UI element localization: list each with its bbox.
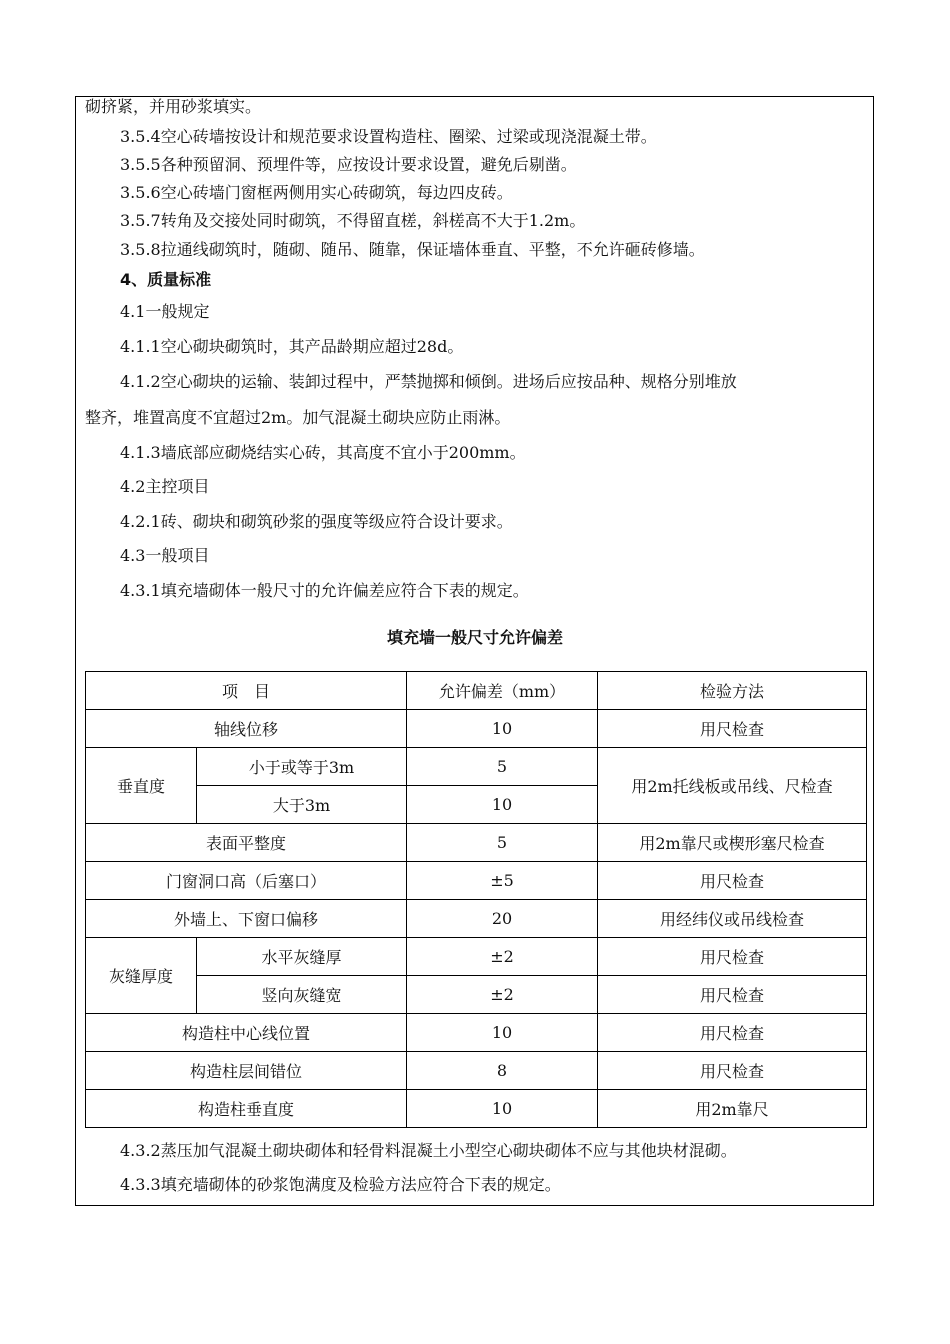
paragraph-4-1-2-continued: 整齐，堆置高度不宜超过2m。加气混凝土砌块应防止雨淋。 <box>85 408 511 427</box>
row-method: 用尺检查 <box>598 1052 867 1090</box>
paragraph-4-1-2: 4.1.2空心砌块的运输、装卸过程中，严禁抛掷和倾倒。进场后应按品种、规格分别堆放 <box>120 372 737 391</box>
row-subitem: 竖向灰缝宽 <box>197 976 407 1014</box>
table-title: 填充墙一般尺寸允许偏差 <box>386 628 563 647</box>
paragraph-3-5-8: 3.5.8拉通线砌筑时，随砌、随吊、随靠，保证墙体垂直、平整，不允许砸砖修墙。 <box>120 240 705 259</box>
table-row <box>86 748 867 786</box>
paragraph-4-3-1: 4.3.1填充墙砌体一般尺寸的允许偏差应符合下表的规定。 <box>120 581 529 600</box>
paragraph-3-5-7: 3.5.7转角及交接处同时砌筑，不得留直槎，斜槎高不大于1.2m。 <box>120 211 586 230</box>
row-item: 外墙上、下窗口偏移 <box>86 900 407 938</box>
row-tolerance: 5 <box>407 824 598 862</box>
section-heading: 4、质量标准 <box>120 270 212 289</box>
row-item: 构造柱层间错位 <box>86 1052 407 1090</box>
row-tolerance: 10 <box>407 1090 598 1128</box>
header-item: 项 目 <box>86 672 407 710</box>
row-subitem: 大于3m <box>197 786 407 824</box>
row-item: 构造柱垂直度 <box>86 1090 407 1128</box>
row-item: 构造柱中心线位置 <box>86 1014 407 1052</box>
row-method: 用尺检查 <box>598 976 867 1014</box>
paragraph-4-1: 4.1一般规定 <box>120 302 210 321</box>
row-method: 用2m托线板或吊线、尺检查 <box>598 748 867 824</box>
row-tolerance: 20 <box>407 900 598 938</box>
table-header-row <box>86 672 867 710</box>
row-tolerance: 10 <box>407 786 598 824</box>
row-tolerance: ±2 <box>407 938 598 976</box>
row-tolerance: ±5 <box>407 862 598 900</box>
paragraph-4-3: 4.3一般项目 <box>120 546 210 565</box>
table-row <box>86 900 867 938</box>
table-row <box>86 710 867 748</box>
row-method: 用经纬仪或吊线检查 <box>598 900 867 938</box>
row-subitem: 水平灰缝厚 <box>197 938 407 976</box>
row-tolerance: 10 <box>407 1014 598 1052</box>
row-tolerance: 5 <box>407 748 598 786</box>
paragraph-4-3-3: 4.3.3填充墙砌体的砂浆饱满度及检验方法应符合下表的规定。 <box>120 1175 561 1194</box>
paragraph-4-2-1: 4.2.1砖、砌块和砌筑砂浆的强度等级应符合设计要求。 <box>120 512 513 531</box>
row-group: 垂直度 <box>86 748 197 824</box>
row-item: 表面平整度 <box>86 824 407 862</box>
table-row <box>86 938 867 976</box>
table-row <box>86 824 867 862</box>
row-method: 用尺检查 <box>598 938 867 976</box>
table-row <box>86 976 867 1014</box>
paragraph-4-1-3: 4.1.3墙底部应砌烧结实心砖，其高度不宜小于200mm。 <box>120 443 526 462</box>
table-row <box>86 1090 867 1128</box>
row-method: 用2m靠尺 <box>598 1090 867 1128</box>
row-group: 灰缝厚度 <box>86 938 197 1014</box>
row-tolerance: ±2 <box>407 976 598 1014</box>
table-row <box>86 1014 867 1052</box>
paragraph-3-5-6: 3.5.6空心砖墙门窗框两侧用实心砖砌筑，每边四皮砖。 <box>120 183 513 202</box>
paragraph-4-3-2: 4.3.2蒸压加气混凝土砌块砌体和轻骨料混凝土小型空心砌块砌体不应与其他块材混砌。 <box>120 1141 737 1160</box>
row-method: 用2m靠尺或楔形塞尺检查 <box>598 824 867 862</box>
header-tolerance: 允许偏差（mm） <box>407 672 598 710</box>
row-item: 门窗洞口高（后塞口） <box>86 862 407 900</box>
header-method: 检验方法 <box>598 672 867 710</box>
table-row <box>86 1052 867 1090</box>
paragraph-continuation: 砌挤紧，并用砂浆填实。 <box>85 97 262 116</box>
row-tolerance: 10 <box>407 710 598 748</box>
paragraph-3-5-4: 3.5.4空心砖墙按设计和规范要求设置构造柱、圈梁、过梁或现浇混凝土带。 <box>120 127 657 146</box>
row-tolerance: 8 <box>407 1052 598 1090</box>
row-subitem: 小于或等于3m <box>197 748 407 786</box>
deviation-table <box>85 671 867 1128</box>
row-method: 用尺检查 <box>598 1014 867 1052</box>
table-row <box>86 862 867 900</box>
row-item: 轴线位移 <box>86 710 407 748</box>
row-method: 用尺检查 <box>598 710 867 748</box>
row-method: 用尺检查 <box>598 862 867 900</box>
paragraph-4-2: 4.2主控项目 <box>120 477 210 496</box>
paragraph-3-5-5: 3.5.5各种预留洞、预埋件等，应按设计要求设置，避免后剔凿。 <box>120 155 577 174</box>
paragraph-4-1-1: 4.1.1空心砌块砌筑时，其产品龄期应超过28d。 <box>120 337 464 356</box>
